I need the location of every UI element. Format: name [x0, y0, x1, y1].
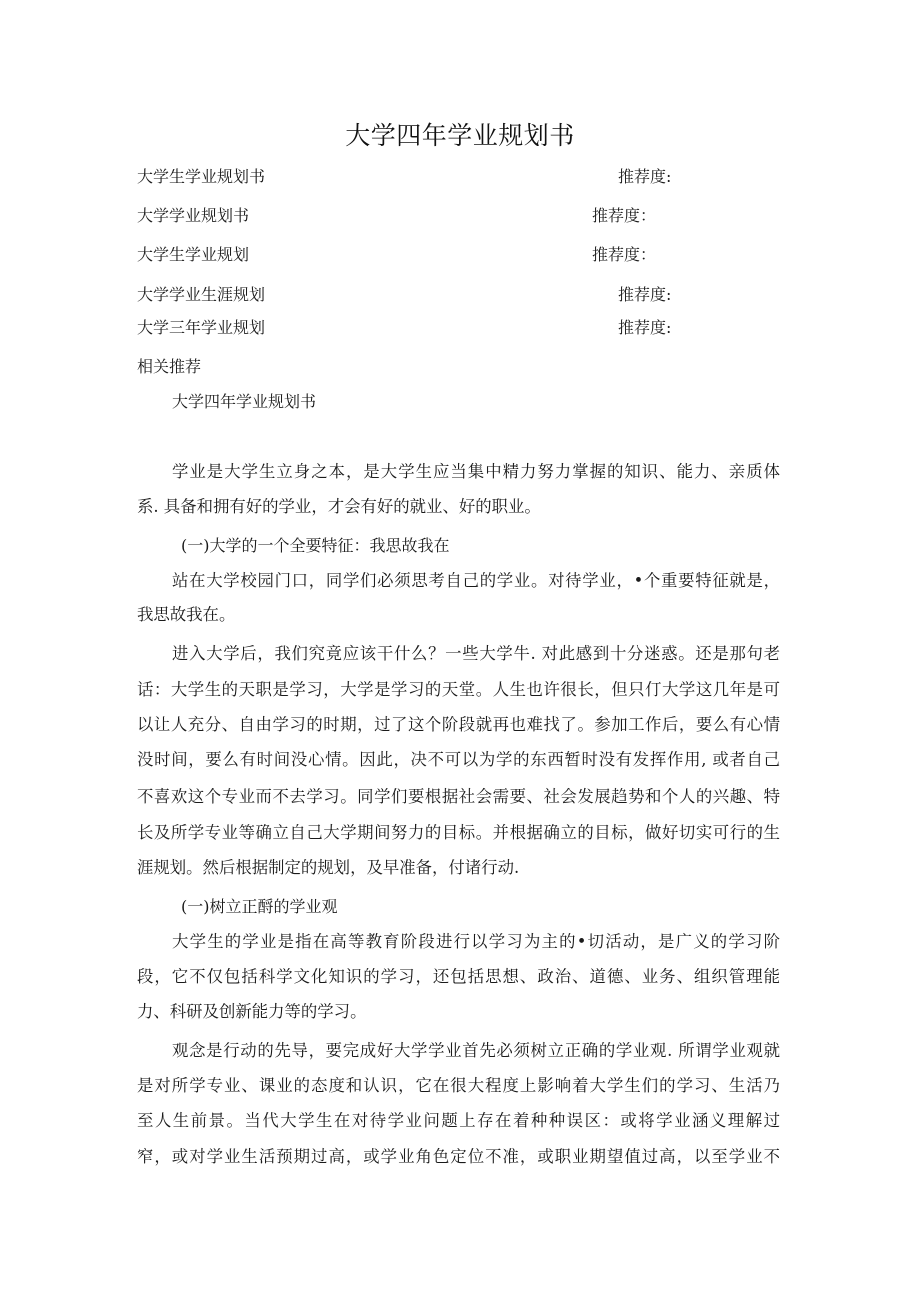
body-line: 进入大学后，我们究竟应该干什么？一些大学牛. 对此感到十分迷惑。还是那句老 [172, 644, 780, 663]
body-line: 没时间，要么有时间没心情。因此，决不可以为学的东西暂时没有发挥作用, 或者自己 [137, 750, 780, 769]
body-line: 不喜欢这个专业而不去学习。同学们要根据社会需要、社会发展趋势和个人的兴趣、特 [137, 787, 780, 806]
body-line: 涯规划。然后根据制定的规划，及早准备，付诸行动. [137, 858, 520, 877]
document-subtitle: 大学四年学业规划书 [172, 392, 317, 411]
body-line: 观念是行动的先导，要完成好大学学业首先必须树立正确的学业观. 所谓学业观就 [172, 1041, 780, 1060]
body-line: 至人生前景。当代大学生在对待学业问题上存在着种种误区：或将学业涵义理解过 [137, 1111, 780, 1130]
body-line: 长及所学专业等确立自己大学期间努力的目标。并根据确立的目标，做好切实可行的生 [137, 823, 780, 842]
recommendation-name[interactable]: 大学生学业规划 [137, 245, 250, 264]
body-line: 是对所学专业、课业的态度和认识，它在很大程度上影响着大学生们的学习、生活乃 [137, 1076, 780, 1095]
body-line: 系. 具备和拥有好的学业，才会有好的就业、好的职业。 [137, 497, 541, 516]
body-line: 段，它不仅包括科学文化知识的学习，还包括思想、政治、道德、业务、组织管理能 [137, 967, 780, 986]
recommendation-rating-label: 推荐度： [592, 206, 657, 225]
body-line: 大学生的学业是指在高等教育阶段进行以学习为主的•切活动，是广义的学习阶 [172, 932, 780, 951]
document-title: 大学四年学业规划书 [345, 121, 575, 150]
recommendation-rating-label: 推荐度： [592, 245, 657, 264]
section-heading: (一)大学的一个全要特征：我思故我在 [181, 536, 450, 555]
body-line: 窄，或对学业生活预期过高，或学业角色定位不准，或职业期望值过高，以至学业不 [137, 1147, 780, 1166]
recommendation-rating-label: 推荐度: [618, 167, 672, 186]
recommendation-name[interactable]: 大学生学业规划书 [137, 167, 266, 186]
body-line: 站在大学校园门口，同学们必须思考自己的学业。对待学业，•个重要特征就是， [172, 571, 780, 590]
body-line: 以让人充分、自由学习的时期，过了这个阶段就再也难找了。参加工作后，要么有心情 [137, 715, 780, 734]
recommendation-name[interactable]: 大学学业规划书 [137, 206, 250, 225]
body-line: 学业是大学生立身之本，是大学生应当集中精力努力掌握的知识、能力、亲质体 [172, 462, 780, 481]
body-line: 我思故我在。 [137, 605, 236, 624]
recommendation-rating-label: 推荐度: [618, 318, 672, 337]
recommendation-rating-label: 推荐度: [618, 285, 672, 304]
related-label: 相关推荐 [137, 357, 202, 376]
section-heading: (一)树立正酹的学业观 [181, 897, 338, 916]
body-line: 力、科研及创新能力等的学习。 [137, 1002, 367, 1021]
recommendation-name[interactable]: 大学学业生涯规划 [137, 285, 266, 304]
body-line: 话：大学生的天职是学习，大学是学习的天堂。人生也许很长，但只仃大学这几年是可 [137, 680, 780, 699]
recommendation-name[interactable]: 大学三年学业规划 [137, 318, 266, 337]
